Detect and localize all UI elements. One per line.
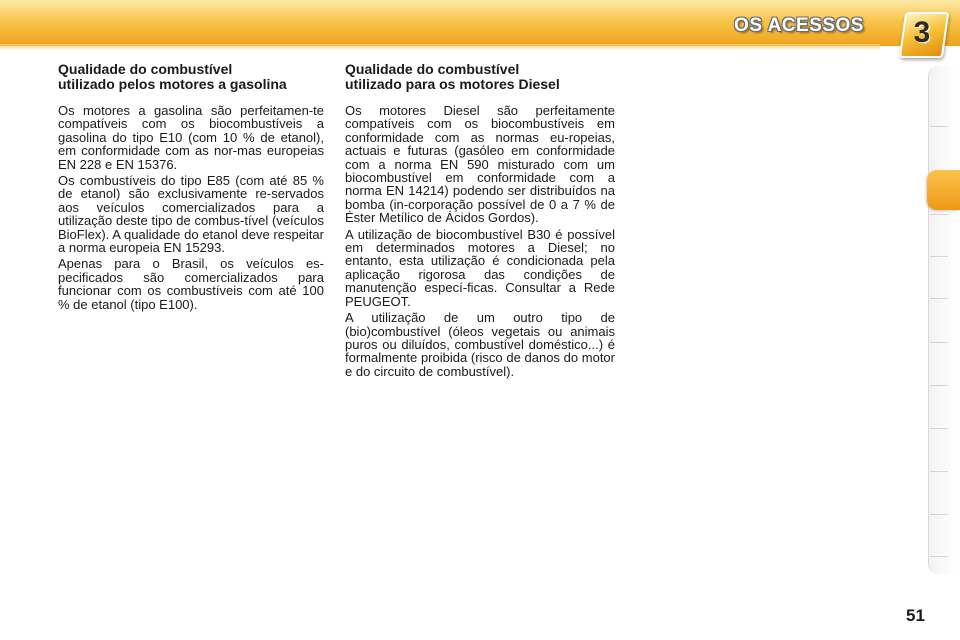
right-heading-line1: Qualidade do combustível [345, 61, 520, 77]
right-paragraph-1: Os motores Diesel são perfeitamente compatíveis com os biocombustíveis em conformidade com as normas eu-ropeias, actuais e futuras (gasóleo em conformidade com a norma EN 590 misturado com um biocombustível em conformidade com a norma EN 14214) podendo ser distribuídos na bomba (in-corporação possível de 0 a 7 % de Éster Metílico de Ácidos Gordos). [345, 103, 615, 226]
chapter-tab-divider [930, 385, 948, 386]
right-paragraph-3: A utilização de um outro tipo de (bio)combustível (óleos vegetais ou animais puros ou diluídos, combustível doméstico...) é formalmente proibida (risco de danos do motor e do circuito de combustível). [345, 310, 615, 379]
page-number: 51 [906, 606, 925, 625]
left-heading [58, 62, 324, 92]
left-paragraph-3: Apenas para o Brasil, os veículos es-pecificados são comercializados para funcionar com os combustíveis com até 100 % de etanol (tipo E100). [58, 256, 324, 312]
chapter-number: 3 [913, 16, 931, 49]
chapter-tab-divider [930, 556, 948, 557]
left-paragraph-2: Os combustíveis do tipo E85 (com até 85 % de etanol) são exclusivamente re-servados aos veículos comercializados para a utilização deste tipo de combus-tível (veículos BioFlex). A qualidade do etanol deve respeitar a norma europeia EN 15293. [58, 173, 324, 256]
chapter-title: OS ACESSOS [734, 15, 864, 36]
chapter-tab-divider [930, 428, 948, 429]
left-heading-line2: utilizado pelos motores a gasolina [58, 76, 287, 92]
left-heading-line1: Qualidade do combustível [58, 61, 233, 77]
chapter-tab-divider [930, 214, 948, 215]
chapter-tab-divider [930, 342, 948, 343]
header-shadow [0, 44, 880, 50]
chapter-tab-divider [930, 256, 948, 257]
chapter-tab-divider [930, 298, 948, 299]
left-paragraph-1: Os motores a gasolina são perfeitamen-te compatíveis com os biocombustíveis a gasolina do tipo E10 (com 10 % de etanol), em conformidade com as nor-mas europeias EN 228 e EN 15376. [58, 103, 324, 172]
chapter-tab-divider [930, 471, 948, 472]
left-column [58, 62, 324, 314]
right-column [345, 62, 615, 381]
right-paragraph-2: A utilização de biocombustível B30 é possível em determinados motores a Diesel; no entanto, esta utilização é condicionada pela aplicação rigorosa das condições de manutenção especí-ficas. Consultar a Rede PEUGEOT. [345, 226, 615, 309]
chapter-tab-active[interactable] [927, 170, 960, 210]
chapter-tab-divider [930, 514, 948, 515]
chapter-tab-rail [928, 66, 955, 574]
right-heading [345, 62, 615, 92]
right-heading-line2: utilizado para os motores Diesel [345, 76, 560, 92]
chapter-tab-divider [930, 126, 948, 127]
